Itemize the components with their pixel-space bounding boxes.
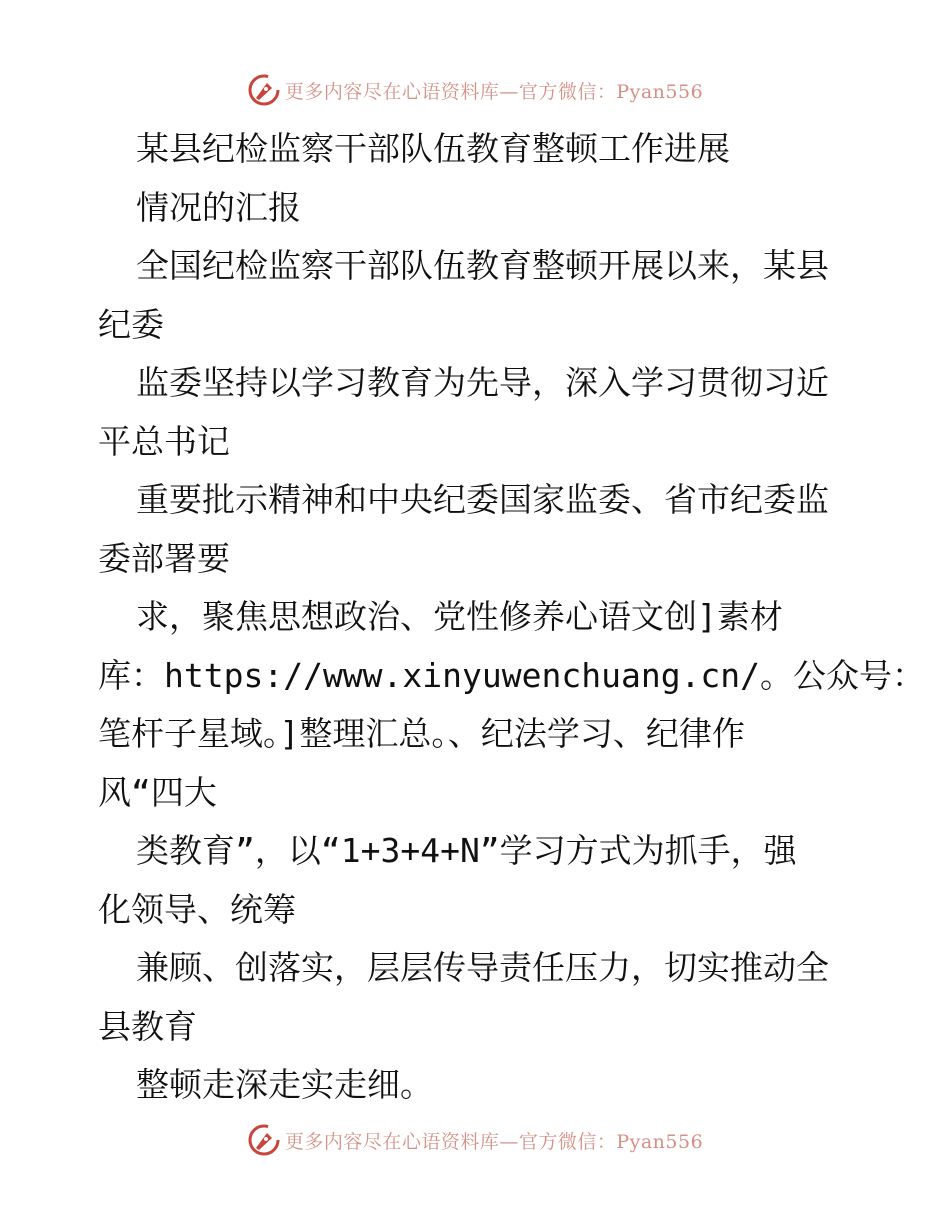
text-line: 兼顾、创落实，层层传导责任压力，切实推动全 <box>136 948 829 987</box>
text-line: 某县纪检监察干部队伍教育整顿工作进展 <box>136 129 730 168</box>
text-line: 风“四大 <box>98 772 217 812</box>
text-line: 类教育”，以“1+3+4+N”学习方式为抓手，强 <box>136 831 797 870</box>
text-line: 全国纪检监察干部队伍教育整顿开展以来，某县 <box>136 246 829 285</box>
text-line: 情况的汇报 <box>136 187 301 227</box>
text-line: 整顿走深走实走细。 <box>136 1065 433 1104</box>
watermark-text: 更多内容尽在心语资料库—官方微信：Pyan556 <box>284 1130 704 1153</box>
text-line: 笔杆子星域。]整理汇总。、纪法学习、纪律作 <box>98 714 745 753</box>
text-line: 监委坚持以学习教育为先导，深入学习贯彻习近 <box>136 363 829 402</box>
document-body <box>98 120 926 1115</box>
text-line: 求，聚焦思想政治、党性修养心语文创]素材 <box>136 597 783 636</box>
text-line: 重要批示精神和中央纪委国家监委、省市纪委监 <box>136 480 829 519</box>
text-line: 化领导、统筹 <box>98 889 296 929</box>
text-line: 县教育 <box>98 1006 197 1046</box>
footer-watermark <box>0 1120 950 1160</box>
text-line: 库：https://www.xinyuwenchuang.cn/。公众号： <box>98 655 926 695</box>
text-line: 纪委 <box>98 304 164 344</box>
pen-nib-logo-icon <box>247 1123 281 1157</box>
text-line: 委部署要 <box>98 538 230 578</box>
text-line: 平总书记 <box>98 421 230 461</box>
watermark-text: 更多内容尽在心语资料库—官方微信：Pyan556 <box>284 80 704 103</box>
header-watermark <box>0 70 950 110</box>
pen-nib-logo-icon <box>247 73 281 107</box>
